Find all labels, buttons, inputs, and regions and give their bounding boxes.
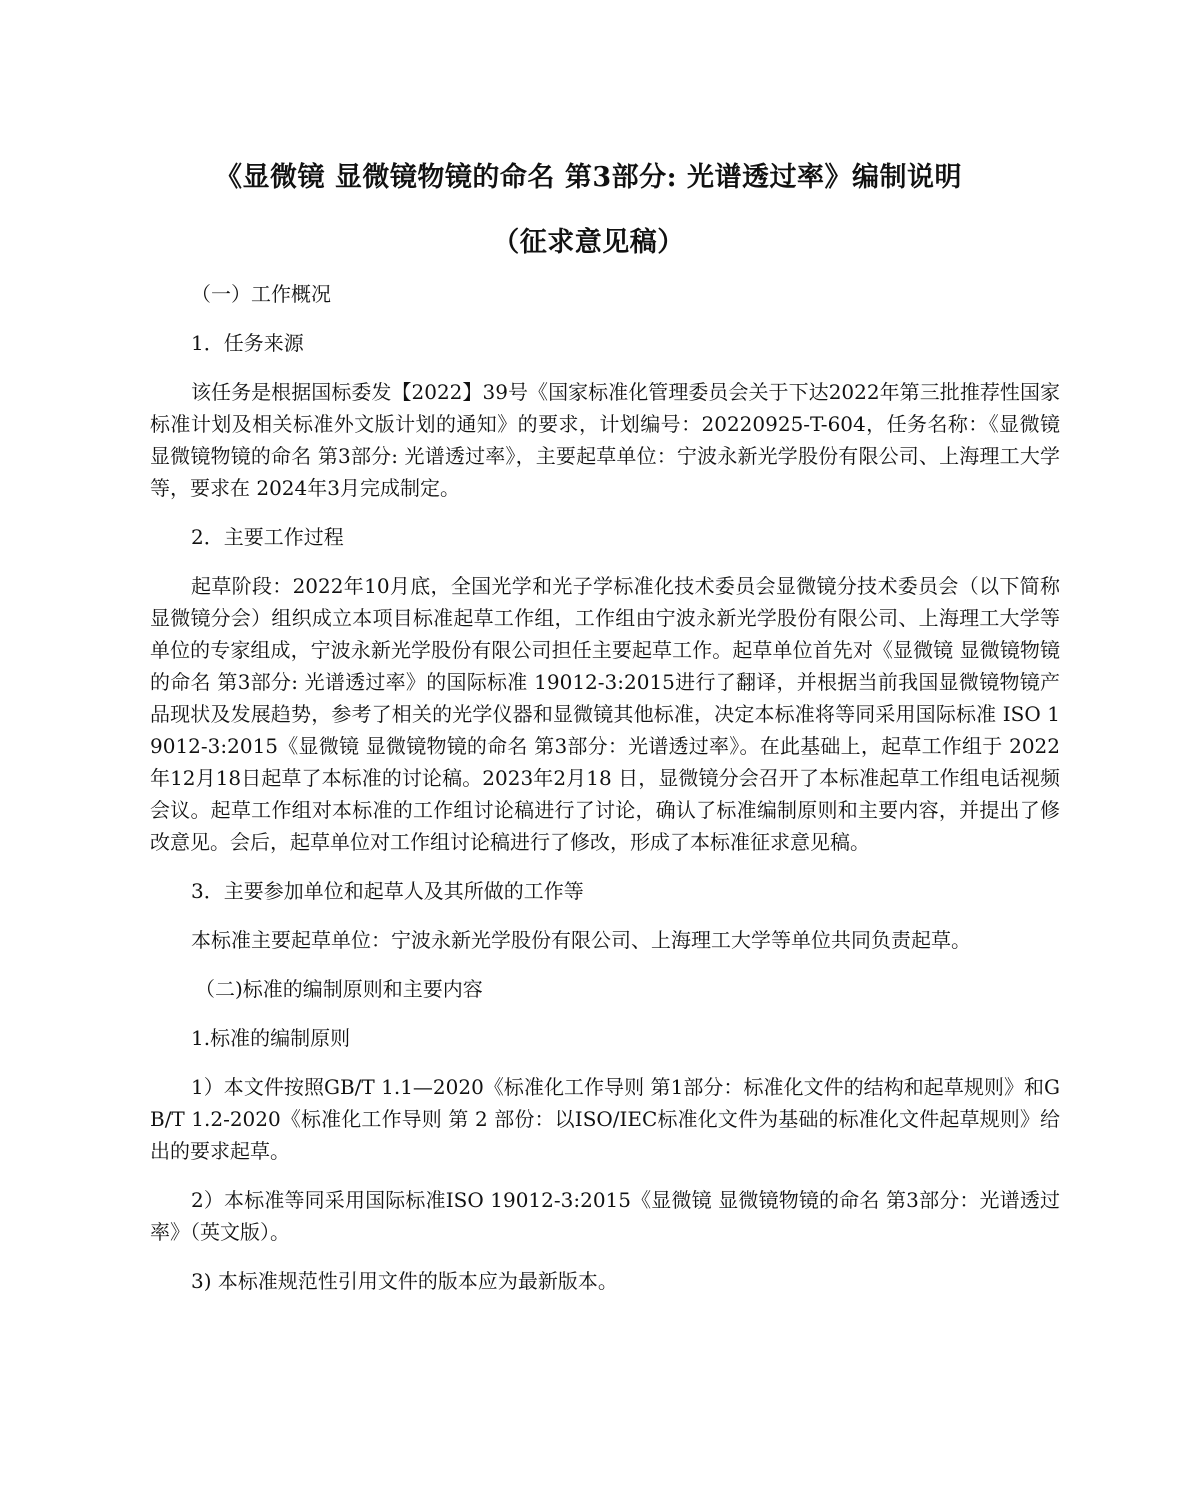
document-title: 《显微镜 显微镜物镜的命名 第3部分: 光谱透过率》编制说明 [215,162,962,193]
item-2-paragraph: 起草阶段：2022年10月底，全国光学和光子学标准化技术委员会显微镜分技术委员会（以下简称显微镜分会）组织成立本项目标准起草工作组，工作组由宁波永新光学股份有限公司、上海理工大学等单位的专家组成，宁波永新光学股份有限公司担任主要起草工作。起草单位首先对《显微镜 显微镜物镜的命名 第3部分: 光谱透过率》的国际标准 19012-3:2015进行了翻译，并根据当前我国显微镜物镜产品现状及发展趋势，参考了相关的光学仪器和显微镜其他标准，决定本标准将等同采用国际标准 ISO 19012-3:2015《显微镜 显微镜物镜的命名 第3部分：光谱透过率》。在此基础上，起草工作组于 2022年12月18日起草了本标准的讨论稿。2023年2月18 日，显微镜分会召开了本标准起草工作组电话视频会议。起草工作组对本标准的工作组讨论稿进行了讨论，确认了标准编制原则和主要内容，并提出了修改意见。会后，起草单位对工作组讨论稿进行了修改，形成了本标准征求意见稿。 [150,574,1060,854]
item-1-heading: 1．任务来源 [191,331,304,355]
section-1-heading: （一）工作概况 [191,282,331,306]
principle-point-1: 1）本文件按照GB/T 1.1—2020《标准化工作导则 第1部分：标准化文件的结构和起草规则》和GB/T 1.2-2020《标准化工作导则 第 2 部份：以ISO/IEC标准化文件为基础的标准化文件起草规则》给出的要求起草。 [150,1075,1060,1163]
principle-point-3: 3) 本标准规范性引用文件的版本应为最新版本。 [191,1269,618,1293]
section-2-heading: （二)标准的编制原则和主要内容 [195,977,483,1001]
principles-heading: 1.标准的编制原则 [191,1026,351,1050]
document-subtitle: （征求意见稿） [492,227,685,258]
item-3-paragraph: 本标准主要起草单位：宁波永新光学股份有限公司、上海理工大学等单位共同负责起草。 [191,928,971,952]
item-2-heading: 2．主要工作过程 [191,525,344,549]
item-3-heading: 3．主要参加单位和起草人及其所做的工作等 [191,879,584,903]
document-body [150,278,1060,1314]
principle-point-2: 2）本标准等同采用国际标准ISO 19012-3:2015《显微镜 显微镜物镜的命名 第3部分：光谱透过率》（英文版）。 [150,1188,1060,1244]
item-1-paragraph: 该任务是根据国标委发【2022】39号《国家标准化管理委员会关于下达2022年第三批推荐性国家标准计划及相关标准外文版计划的通知》的要求，计划编号：20220925-T-604，任务名称：《显微镜 显微镜物镜的命名 第3部分: 光谱透过率》，主要起草单位：宁波永新光学股份有限公司、上海理工大学等，要求在 2024年3月完成制定。 [150,380,1060,500]
